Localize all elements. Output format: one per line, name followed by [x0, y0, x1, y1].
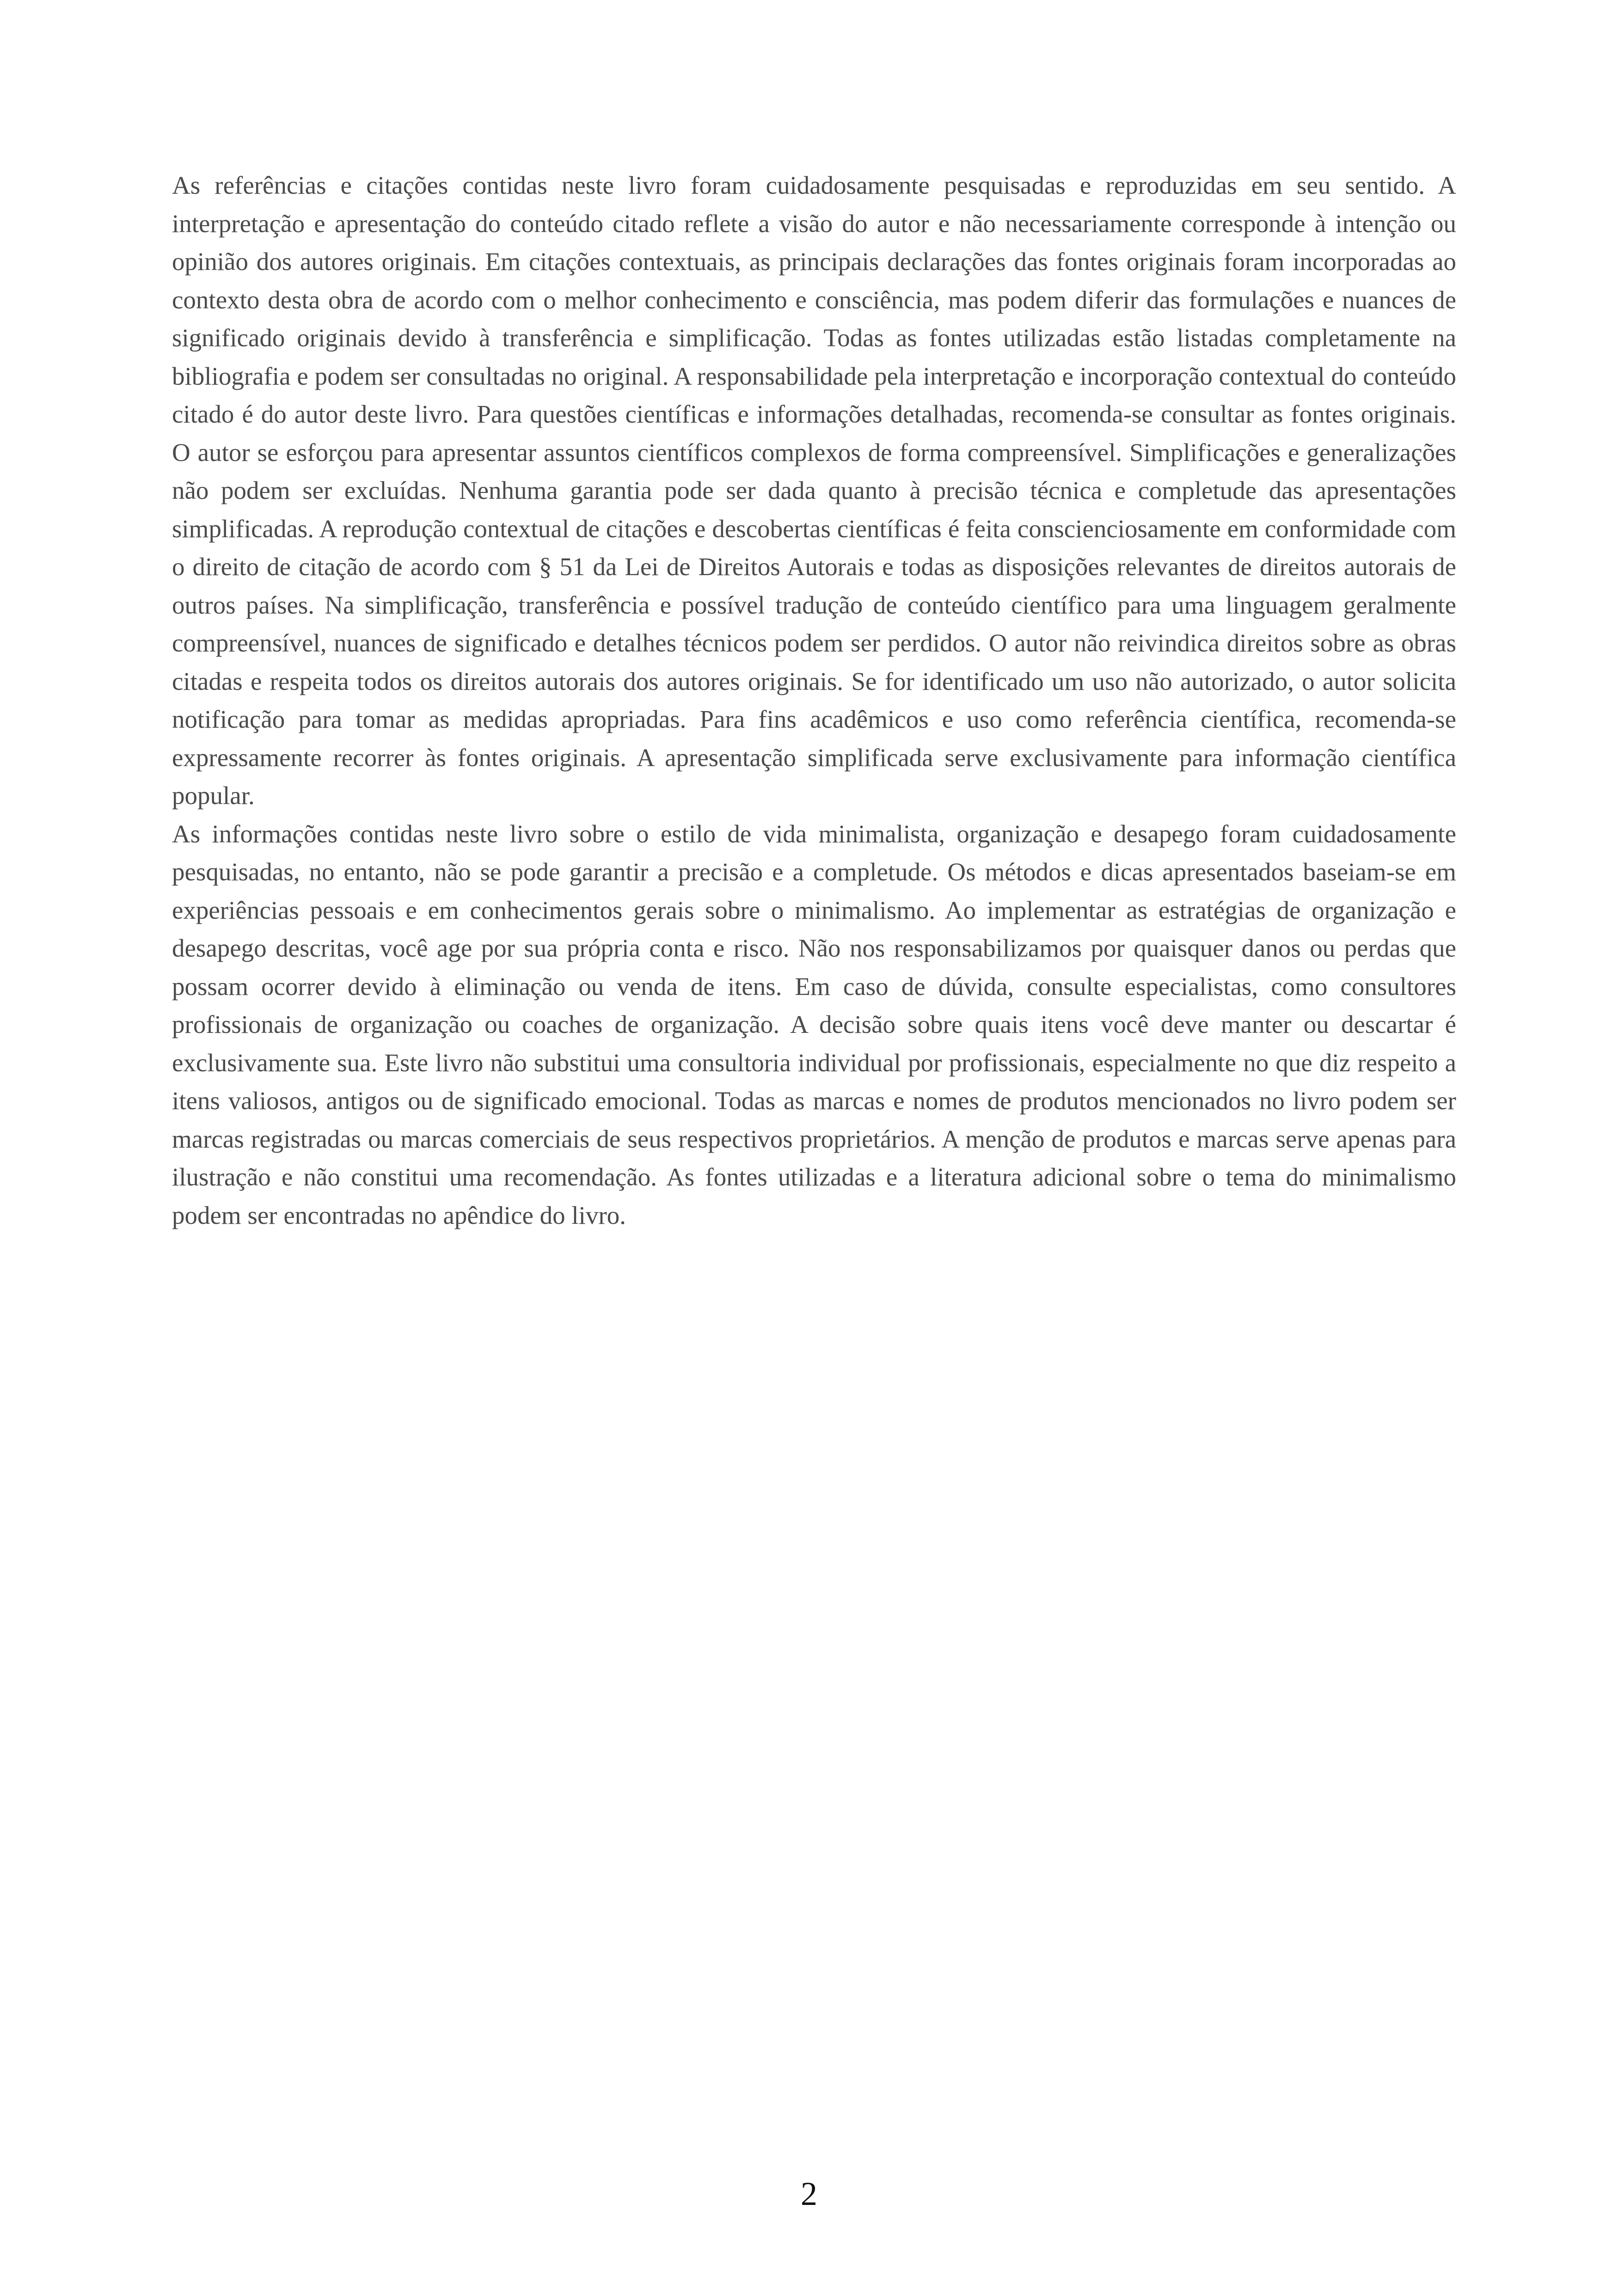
paragraph-citations-disclaimer: As referências e citações contidas neste livro foram cuidadosamente pesquisadas e reproduzidas em seu sentido. A interpretação e apresentação do conteúdo citado reflete a visão do autor e não necessariamente corresponde à intenção ou opinião dos autores originais. Em citações contextuais, as principais declarações das fontes originais foram incorporadas ao contexto desta obra de acordo com o melhor conhecimento e consciência, mas podem diferir das formulações e nuances de significado originais devido à transferência e simplificação. Todas as fontes utilizadas estão listadas completamente na bibliografia e podem ser consultadas no original. A responsabilidade pela interpretação e incorporação contextual do conteúdo citado é do autor deste livro. Para questões científicas e informações detalhadas, recomenda-se consultar as fontes originais. O autor se esforçou para apresentar assuntos científicos complexos de forma compreensível. Simplificações e generalizações não podem ser excluídas. Nenhuma garantia pode ser dada quanto à precisão técnica e completude das apresentações simplificadas. A reprodução contextual de citações e descobertas científicas é feita conscienciosamente em conformidade com o direito de citação de acordo com § 51 da Lei de Direitos Autorais e todas as disposições relevantes de direitos autorais de outros países. Na simplificação, transferência e possível tradução de conteúdo científico para uma linguagem geralmente compreensível, nuances de significado e detalhes técnicos podem ser perdidos. O autor não reivindica direitos sobre as obras citadas e respeita todos os direitos autorais dos autores originais. Se for identificado um uso não autorizado, o autor solicita notificação para tomar as medidas apropriadas. Para fins acadêmicos e uso como referência científica, recomenda-se expressamente recorrer às fontes originais. A apresentação simplificada serve exclusivamente para informação científica popular. [172, 171, 1456, 810]
body-text [172, 166, 1456, 1234]
page-number: 2 [801, 2175, 817, 2212]
paragraph-minimalism-disclaimer: As informações contidas neste livro sobre o estilo de vida minimalista, organização e desapego foram cuidadosamente pesquisadas, no entanto, não se pode garantir a precisão e a completude. Os métodos e dicas apresentados baseiam-se em experiências pessoais e em conhecimentos gerais sobre o minimalismo. Ao implementar as estratégias de organização e desapego descritas, você age por sua própria conta e risco. Não nos responsabilizamos por quaisquer danos ou perdas que possam ocorrer devido à eliminação ou venda de itens. Em caso de dúvida, consulte especialistas, como consultores profissionais de organização ou coaches de organização. A decisão sobre quais itens você deve manter ou descartar é exclusivamente sua. Este livro não substitui uma consultoria individual por profissionais, especialmente no que diz respeito a itens valiosos, antigos ou de significado emocional. Todas as marcas e nomes de produtos mencionados no livro podem ser marcas registradas ou marcas comerciais de seus respectivos proprietários. A menção de produtos e marcas serve apenas para ilustração e não constitui uma recomendação. As fontes utilizadas e a literatura adicional sobre o tema do minimalismo podem ser encontradas no apêndice do livro. [172, 819, 1456, 1229]
